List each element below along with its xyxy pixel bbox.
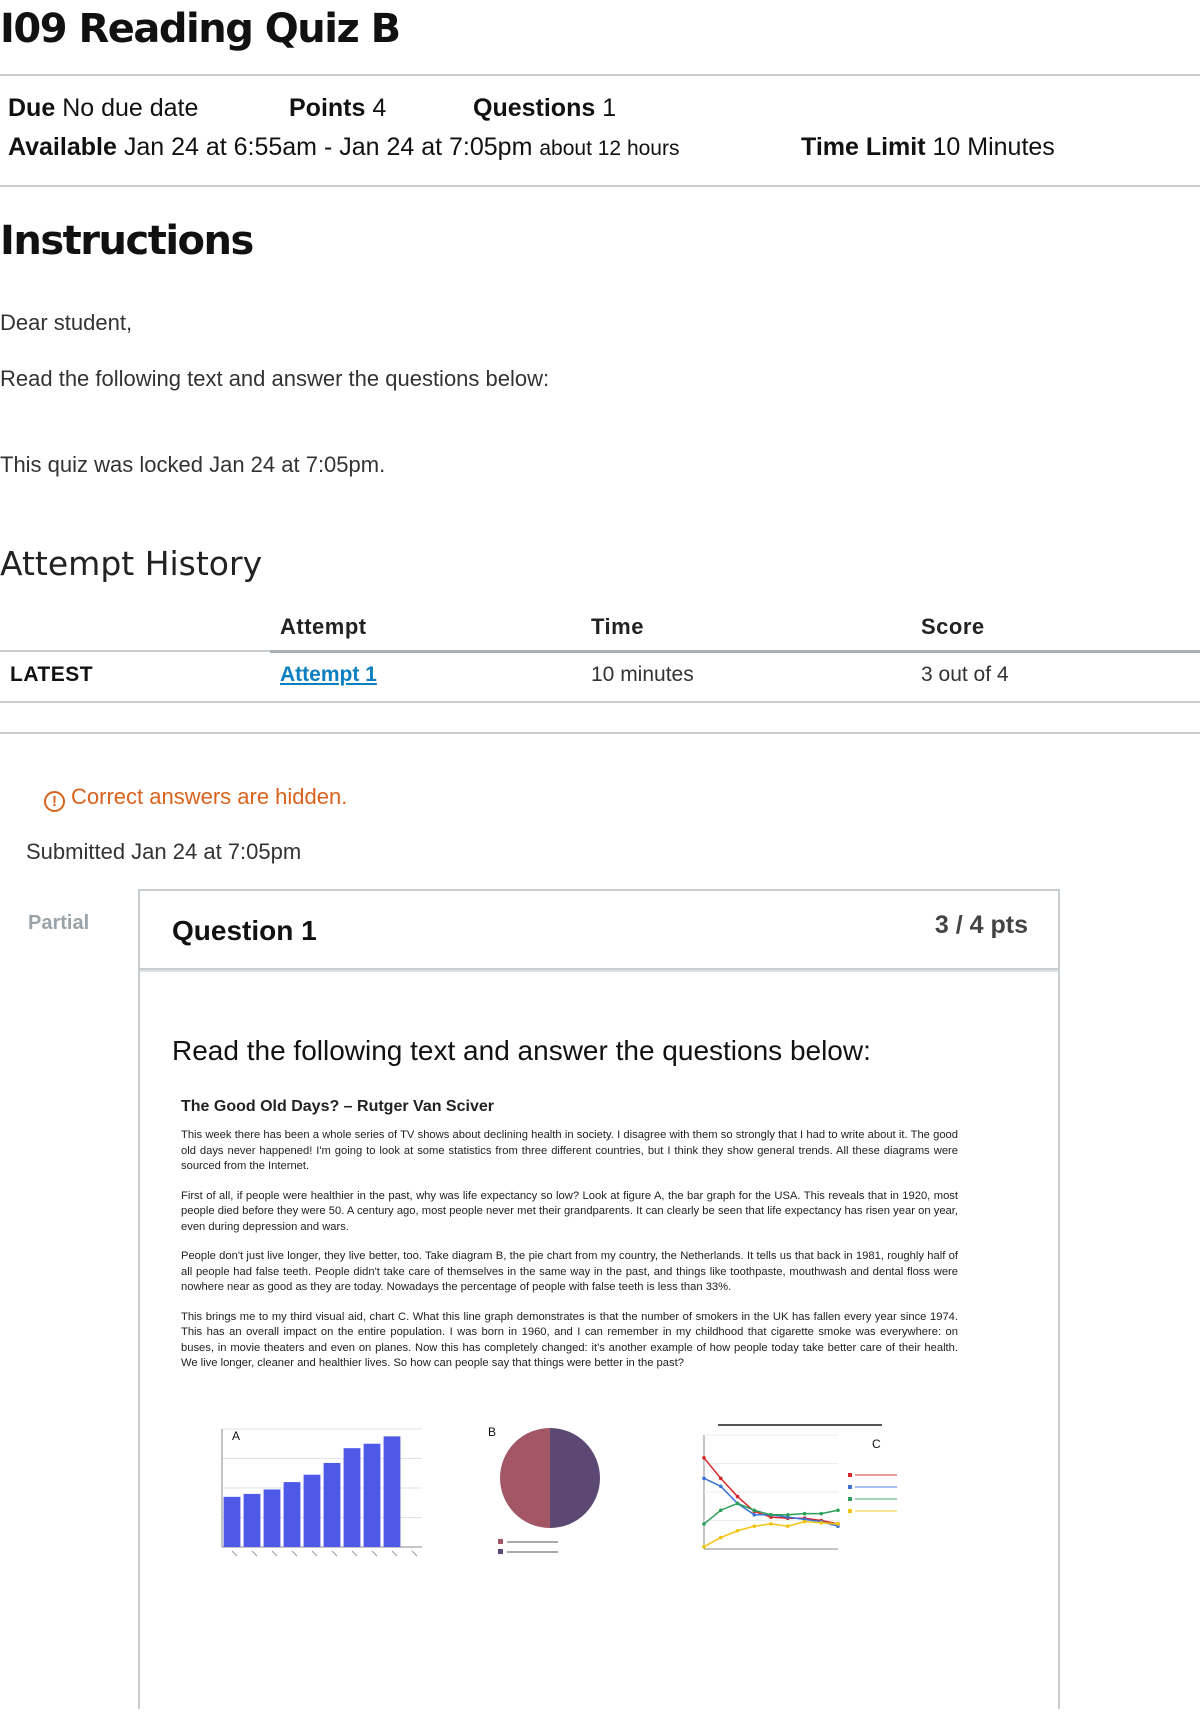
attempt-score: 3 out of 4 [921,663,1009,686]
points-info [289,94,386,123]
tick-mark [332,1551,337,1556]
attempt-time: 10 minutes [591,663,694,686]
bar [344,1448,361,1547]
latest-tag: LATEST [10,663,94,686]
column-header-time: Time [591,614,644,639]
bar [364,1444,381,1547]
data-point [769,1522,773,1526]
points-value: 4 [372,94,387,122]
legend-swatch [498,1549,503,1554]
data-point [786,1524,790,1528]
question-prompt: Read the following text and answer the questions below: [172,1035,871,1066]
answers-hidden-text: Correct answers are hidden. [71,784,348,809]
question-title: Question 1 [172,915,317,946]
figure-a-label: A [232,1429,241,1443]
submitted-timestamp: Submitted Jan 24 at 7:05pm [26,839,302,864]
locked-notice: This quiz was locked Jan 24 at 7:05pm. [0,452,386,477]
tick-mark [412,1551,417,1556]
data-point [702,1545,706,1549]
legend-swatch [848,1485,852,1489]
data-point [752,1524,756,1528]
question-points: 3 / 4 pts [934,911,1028,939]
data-point [719,1508,723,1512]
figure-c [692,1421,912,1569]
divider [0,74,1200,76]
data-point [836,1522,840,1526]
instructions-body: Read the following text and answer the questions below: [0,366,550,391]
bar [224,1497,241,1547]
time-limit-value: 10 Minutes [932,133,1055,161]
tick-mark [292,1551,297,1556]
passage-paragraph: People don't just live longer, they live better, too. Take diagram B, the pie chart from my country, the Netherlands. It tells us that back in 1981, roughly half of all people had false teeth. People didn't take care of themselves in the same way in the past, and things like toothpaste, mouthwash and dental floss were nowhere near as good as they are today. Nowadays the percentage of people with false teeth is less than 33%. [181,1250,958,1293]
legend-swatch [848,1497,852,1501]
questions-label: Questions [473,94,596,122]
data-point [702,1456,706,1460]
bar [324,1463,341,1547]
partial-credit-badge: Partial [28,912,90,934]
tick-mark [312,1551,317,1556]
data-point [719,1485,723,1489]
data-point [752,1513,756,1517]
legend-swatch [848,1473,852,1477]
question-card [138,889,1060,1709]
pie-slice [550,1428,600,1528]
figure-a-bar-chart [208,1421,430,1569]
bar [244,1494,261,1547]
legend-swatch [848,1509,852,1513]
available-value: Jan 24 at 6:55am - Jan 24 at 7:05pm [123,133,533,161]
availability-info [8,133,679,162]
pie-slice [500,1428,550,1528]
column-header-attempt: Attempt [280,614,367,639]
data-point [719,1477,723,1481]
data-point [819,1521,823,1525]
data-point [702,1477,706,1481]
bar [304,1475,321,1547]
legend-swatch [498,1539,503,1544]
question-header [140,891,1058,970]
data-point [736,1495,740,1499]
time-limit-label: Time Limit [801,133,926,161]
bar [384,1436,401,1547]
table-header-divider-strong [270,650,1200,653]
tick-mark [232,1551,237,1556]
due-value: No due date [62,94,199,122]
answers-hidden-notice [44,784,347,812]
bar [264,1489,281,1547]
instructions-heading: Instructions [0,218,253,264]
column-header-score: Score [921,614,985,639]
time-limit-info [801,133,1055,162]
figure-b-pie-chart [488,1421,618,1569]
data-point [702,1522,706,1526]
data-point [786,1513,790,1517]
questions-value: 1 [602,94,617,122]
tick-mark [372,1551,377,1556]
attempt-link[interactable]: Attempt 1 [280,663,377,686]
tick-mark [272,1551,277,1556]
due-label: Due [8,94,56,122]
points-label: Points [289,94,366,122]
passage-title: The Good Old Days? – Rutger Van Sciver [181,1098,494,1115]
divider [0,732,1200,734]
reading-passage [181,1098,958,1386]
divider [0,185,1200,187]
available-label: Available [8,133,117,161]
data-point [803,1512,807,1516]
table-row-divider [0,701,1200,703]
data-point [719,1536,723,1540]
data-point [836,1508,840,1512]
data-point [736,1529,740,1533]
passage-paragraph: This brings me to my third visual aid, chart C. What this line graph demonstrates is that the number of smokers in the UK has fallen every year since 1974. This has an overall impact on the entire population. I was born in 1960, and I can remember in my childhood that cigarette smoke was everywhere: on buses, in movie theaters and even on planes. Now this has completely changed: it's another example of how people today take better care of their health. We live longer, cleaner and healthier lives. So how can people say that things were better in the past? [181,1310,958,1369]
figure-a [208,1421,430,1569]
due-info [8,94,198,123]
attempt-history-heading: Attempt History [0,544,263,583]
bar [284,1482,301,1547]
tick-mark [352,1551,357,1556]
available-duration: about 12 hours [539,137,680,160]
data-point [819,1512,823,1516]
data-point [736,1502,740,1506]
figure-b-label: B [488,1425,497,1439]
data-point [769,1513,773,1517]
figure-c-label: C [872,1437,881,1451]
series-line [704,1478,838,1526]
passage-paragraph: First of all, if people were healthier in the past, why was life expectancy so low? Look at figure A, the bar graph for the USA. This reveals that in 1920, most people died before they were 50. A century ago, most people never met their grandparents. It can clearly be seen that life expectancy has risen year on year, even during depression and wars. [181,1189,958,1233]
data-point [803,1520,807,1524]
data-point [752,1508,756,1512]
tick-mark [392,1551,397,1556]
tick-mark [252,1551,257,1556]
warning-circle-icon: ! [44,791,65,812]
questions-info [473,94,616,123]
instructions-greeting: Dear student, [0,310,133,335]
passage-paragraph: This week there has been a whole series of TV shows about declining health in society. I disagree with them so strongly that I had to write about it. The good old days never happened! I'm going to look at some statistics from three different countries, but I think they show general trends. All these diagrams were sourced from the Internet. [181,1129,958,1172]
page-title: I09 Reading Quiz B [0,6,400,52]
figure-b [488,1421,618,1569]
